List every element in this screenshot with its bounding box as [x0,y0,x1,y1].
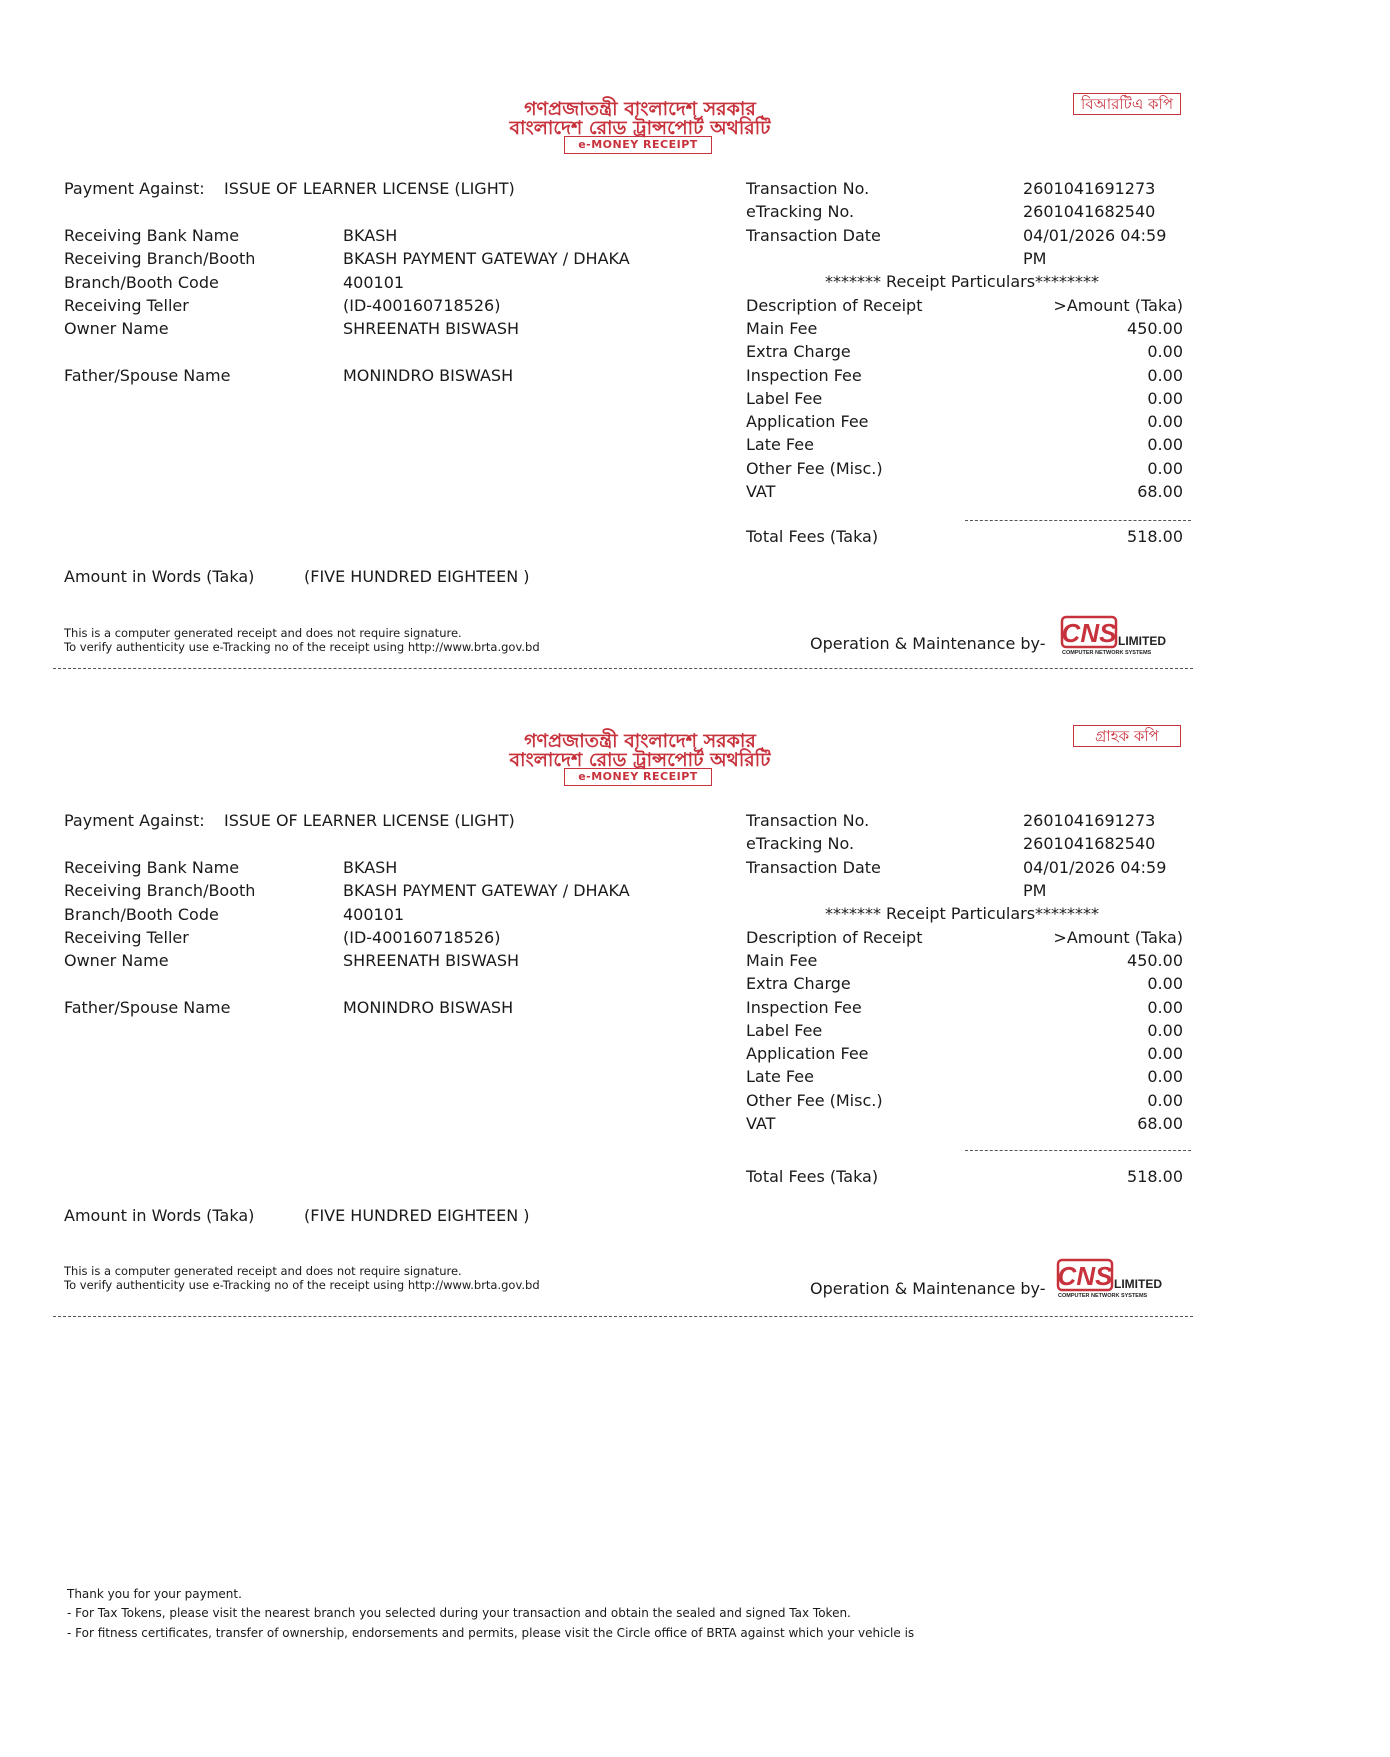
amount-words-label: Amount in Words (Taka) [64,567,255,586]
footer-tax-token-note: - For Tax Tokens, please visit the nearest branch you selected during your transaction and obtain the sealed and signed Tax Token. [67,1606,851,1620]
father-name-label: Father/Spouse Name [64,366,231,385]
application-fee-label: Application Fee [746,412,869,431]
father-name-value: MONINDRO BISWASH [343,366,514,385]
vat-value: 68.00 [1137,482,1183,501]
amount-label: >Amount (Taka) [1053,928,1183,947]
payment-against-label: Payment Against: [64,179,205,198]
particulars-heading: ******* Receipt Particulars******** [824,904,1100,923]
note-signature: This is a computer generated receipt and does not require signature. [64,626,462,640]
transaction-date-label: Transaction Date [746,226,881,245]
application-fee-label: Application Fee [746,1044,869,1063]
late-fee-label: Late Fee [746,1067,814,1086]
bank-name-label: Receiving Bank Name [64,858,240,877]
emoney-receipt-badge: e-MONEY RECEIPT [564,768,712,786]
amount-words-value: (FIVE HUNDRED EIGHTEEN ) [304,567,530,586]
owner-name-label: Owner Name [64,951,169,970]
vat-label: VAT [746,1114,776,1133]
cut-line [53,1316,1193,1317]
other-fee-label: Other Fee (Misc.) [746,1091,883,1110]
extra-charge-value: 0.00 [1147,342,1183,361]
teller-value: (ID-400160718526) [343,928,501,947]
transaction-date-value: 04/01/2026 04:59 [1023,226,1167,245]
description-label: Description of Receipt [746,296,923,315]
etracking-label: eTracking No. [746,834,855,853]
branch-code-label: Branch/Booth Code [64,905,219,924]
father-name-value: MONINDRO BISWASH [343,998,514,1017]
transaction-no-value: 2601041691273 [1023,811,1156,830]
other-fee-label: Other Fee (Misc.) [746,459,883,478]
total-fees-label: Total Fees (Taka) [746,527,879,546]
payment-against-value: ISSUE OF LEARNER LICENSE (LIGHT) [224,811,515,830]
transaction-date-ampm: PM [1023,881,1047,900]
transaction-date-value: 04/01/2026 04:59 [1023,858,1167,877]
main-fee-value: 450.00 [1127,951,1183,970]
note-signature: This is a computer generated receipt and does not require signature. [64,1264,462,1278]
teller-label: Receiving Teller [64,296,189,315]
logo-limited: LIMITED [1114,1277,1162,1291]
owner-name-value: SHREENATH BISWASH [343,319,520,338]
main-fee-label: Main Fee [746,951,818,970]
note-verify: To verify authenticity use e-Tracking no of the receipt using http://www.brta.gov.bd [64,640,540,654]
transaction-date-label: Transaction Date [746,858,881,877]
payment-against-value: ISSUE OF LEARNER LICENSE (LIGHT) [224,179,515,198]
total-fees-value: 518.00 [1127,1167,1183,1186]
extra-charge-value: 0.00 [1147,974,1183,993]
branch-value: BKASH PAYMENT GATEWAY / DHAKA [343,881,630,900]
amount-label: >Amount (Taka) [1053,296,1183,315]
etracking-label: eTracking No. [746,202,855,221]
inspection-fee-value: 0.00 [1147,998,1183,1017]
late-fee-label: Late Fee [746,435,814,454]
application-fee-value: 0.00 [1147,412,1183,431]
branch-code-value: 400101 [343,905,405,924]
logo-sub: COMPUTER NETWORK SYSTEMS [1062,650,1152,656]
bank-name-value: BKASH [343,858,398,877]
description-label: Description of Receipt [746,928,923,947]
teller-label: Receiving Teller [64,928,189,947]
etracking-value: 2601041682540 [1023,202,1156,221]
extra-charge-label: Extra Charge [746,342,851,361]
total-divider [965,520,1191,521]
vat-value: 68.00 [1137,1114,1183,1133]
logo-sub: COMPUTER NETWORK SYSTEMS [1058,1293,1148,1299]
extra-charge-label: Extra Charge [746,974,851,993]
main-fee-value: 450.00 [1127,319,1183,338]
transaction-no-label: Transaction No. [746,811,870,830]
branch-code-value: 400101 [343,273,405,292]
label-fee-label: Label Fee [746,389,823,408]
header-government: গণপ্রজাতন্ত্রী বাংলাদেশ সরকার [524,730,756,752]
total-fees-value: 518.00 [1127,527,1183,546]
etracking-value: 2601041682540 [1023,834,1156,853]
inspection-fee-value: 0.00 [1147,366,1183,385]
late-fee-value: 0.00 [1147,1067,1183,1086]
application-fee-value: 0.00 [1147,1044,1183,1063]
branch-label: Receiving Branch/Booth [64,881,256,900]
amount-words-label: Amount in Words (Taka) [64,1206,255,1225]
copy-tag: গ্রাহক কপি [1073,725,1181,747]
footer-thanks: Thank you for your payment. [67,1587,242,1601]
total-divider [965,1150,1191,1151]
emoney-receipt-badge: e-MONEY RECEIPT [564,136,712,154]
owner-name-label: Owner Name [64,319,169,338]
label-fee-value: 0.00 [1147,389,1183,408]
receipt-customer-copy [0,632,1390,1299]
label-fee-value: 0.00 [1147,1021,1183,1040]
teller-value: (ID-400160718526) [343,296,501,315]
main-fee-label: Main Fee [746,319,818,338]
maintenance-label: Operation & Maintenance by- [810,1279,1046,1298]
father-name-label: Father/Spouse Name [64,998,231,1017]
owner-name-value: SHREENATH BISWASH [343,951,520,970]
branch-value: BKASH PAYMENT GATEWAY / DHAKA [343,249,630,268]
particulars-heading: ******* Receipt Particulars******** [824,272,1100,291]
header-government: গণপ্রজাতন্ত্রী বাংলাদেশ সরকার [524,98,756,120]
header-authority: বাংলাদেশ রোড ট্রান্সপোর্ট অথরিটি [509,749,771,771]
payment-against-label: Payment Against: [64,811,205,830]
bank-name-value: BKASH [343,226,398,245]
late-fee-value: 0.00 [1147,435,1183,454]
branch-label: Receiving Branch/Booth [64,249,256,268]
total-fees-label: Total Fees (Taka) [746,1167,879,1186]
logo-text: CNS [1061,618,1117,648]
copy-tag: বিআরটিএ কপি [1073,93,1181,115]
inspection-fee-label: Inspection Fee [746,366,862,385]
label-fee-label: Label Fee [746,1021,823,1040]
bank-name-label: Receiving Bank Name [64,226,240,245]
other-fee-value: 0.00 [1147,1091,1183,1110]
inspection-fee-label: Inspection Fee [746,998,862,1017]
footer-fitness-note: - For fitness certificates, transfer of ownership, endorsements and permits, please visit the Circle office of BRTA against which your vehicle is [67,1626,915,1640]
maintenance-label: Operation & Maintenance by- [810,634,1046,653]
amount-words-value: (FIVE HUNDRED EIGHTEEN ) [304,1206,530,1225]
transaction-no-label: Transaction No. [746,179,870,198]
transaction-no-value: 2601041691273 [1023,179,1156,198]
receipt-brta-copy [0,0,1390,656]
logo-text: CNS [1057,1261,1113,1291]
branch-code-label: Branch/Booth Code [64,273,219,292]
header-authority: বাংলাদেশ রোড ট্রান্সপোর্ট অথরিটি [509,117,771,139]
other-fee-value: 0.00 [1147,459,1183,478]
vat-label: VAT [746,482,776,501]
transaction-date-ampm: PM [1023,249,1047,268]
note-verify: To verify authenticity use e-Tracking no of the receipt using http://www.brta.gov.bd [64,1278,540,1292]
cns-logo [1056,1257,1166,1299]
logo-limited: LIMITED [1118,634,1166,648]
